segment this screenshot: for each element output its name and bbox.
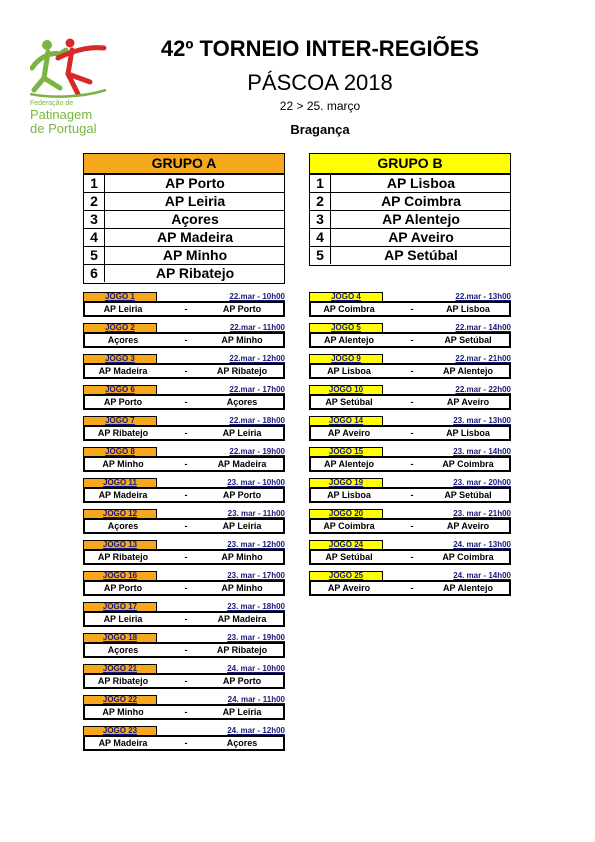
separator: - [184,459,188,469]
home-team: AP Leiria [103,614,143,624]
game-datetime: 22.mar - 11h00 [229,323,285,332]
org-line-3: de Portugal [30,121,97,136]
game-card [309,354,511,376]
group-b-table [309,153,511,266]
team-name: AP Minho [162,247,228,263]
game-matchup [83,363,285,379]
team-rank: 3 [84,211,105,228]
separator: - [184,304,188,314]
team-row [84,175,284,192]
game-matchup [83,704,285,720]
game-card [83,292,285,314]
separator: - [184,552,188,562]
group-header: GRUPO B [310,154,510,175]
separator: - [410,335,414,345]
game-card [83,633,285,655]
game-datetime: 24. mar - 12h00 [227,726,285,735]
game-label: JOGO 11 [83,478,157,487]
team-row [84,210,284,228]
game-card [309,416,511,438]
game-card [83,664,285,686]
team-row [84,228,284,246]
event-city: Bragança [290,122,350,137]
game-datetime: 23. mar - 19h00 [227,633,285,642]
away-team: AP Aveiro [446,397,490,407]
game-card [83,571,285,593]
group-header: GRUPO A [84,154,284,175]
team-name: AP Leiria [164,193,226,209]
home-team: AP Coimbra [323,304,375,314]
game-datetime: 23. mar - 20h00 [453,478,511,487]
game-card [309,571,511,593]
event-dates: 22 > 25. março [279,99,361,113]
game-datetime: 23. mar - 12h00 [227,540,285,549]
away-team: AP Aveiro [446,521,490,531]
away-team: AP Porto [222,676,262,686]
game-matchup [83,580,285,596]
game-matchup [83,456,285,472]
game-matchup [83,425,285,441]
separator: - [410,583,414,593]
game-label: JOGO 24 [309,540,383,549]
separator: - [184,397,188,407]
page-title: 42º TORNEIO INTER-REGIÕES [160,36,480,61]
team-name: AP Coimbra [381,193,461,209]
separator: - [410,490,414,500]
team-rank: 4 [310,229,331,246]
away-team: Açores [226,738,258,748]
home-team: AP Minho [102,459,144,469]
team-row [310,210,510,228]
game-label: JOGO 14 [309,416,383,425]
game-datetime: 22.mar - 10h00 [229,292,285,301]
game-card [83,416,285,438]
away-team: AP Lisboa [446,428,490,438]
game-label: JOGO 1 [83,292,157,301]
away-team: AP Coimbra [442,552,494,562]
home-team: AP Porto [103,397,143,407]
game-matchup [83,735,285,751]
game-matchup [309,580,511,596]
away-team: AP Minho [221,552,263,562]
team-row [84,192,284,210]
away-team: Açores [226,397,258,407]
org-line-1: Federação de [30,100,74,107]
game-label: JOGO 6 [83,385,157,394]
separator: - [184,521,188,531]
game-matchup [309,518,511,534]
home-team: AP Madeira [98,738,148,748]
home-team: Açores [107,645,139,655]
home-team: AP Setúbal [325,552,373,562]
team-name: Açores [171,211,219,227]
away-team: AP Lisboa [446,304,490,314]
game-card [83,385,285,407]
org-name [30,100,97,135]
game-card [83,509,285,531]
team-rank: 4 [84,229,105,246]
team-row [84,246,284,264]
home-team: Açores [107,521,139,531]
away-team: AP Alentejo [442,366,493,376]
team-rank: 2 [310,193,331,210]
game-datetime: 22.mar - 14h00 [455,323,511,332]
separator: - [410,366,414,376]
game-card [83,695,285,717]
game-datetime: 24. mar - 10h00 [227,664,285,673]
separator: - [410,304,414,314]
team-row [310,228,510,246]
game-card [83,323,285,345]
away-team: AP Madeira [217,459,267,469]
game-card [309,292,511,314]
group-a-table [83,153,285,284]
team-row [310,175,510,192]
game-card [309,478,511,500]
away-team: AP Alentejo [442,583,493,593]
away-team: AP Porto [222,490,262,500]
game-label: JOGO 8 [83,447,157,456]
game-datetime: 24. mar - 14h00 [453,571,511,580]
home-team: AP Aveiro [327,583,371,593]
team-name: AP Setúbal [384,247,458,263]
team-name: AP Lisboa [386,175,456,191]
away-team: AP Porto [222,304,262,314]
team-name: AP Alentejo [382,211,460,227]
game-label: JOGO 5 [309,323,383,332]
team-name: AP Porto [165,175,225,191]
away-team: AP Madeira [217,614,267,624]
game-datetime: 24. mar - 13h00 [453,540,511,549]
home-team: AP Lisboa [327,366,371,376]
separator: - [184,583,188,593]
team-rank: 2 [84,193,105,210]
home-team: AP Ribatejo [97,428,149,438]
team-name: AP Aveiro [388,229,454,245]
game-label: JOGO 22 [83,695,157,704]
game-datetime: 22.mar - 13h00 [455,292,511,301]
separator: - [410,552,414,562]
away-team: AP Leiria [222,707,262,717]
game-matchup [309,456,511,472]
game-datetime: 22.mar - 22h00 [455,385,511,394]
team-rank: 6 [84,265,105,282]
game-label: JOGO 25 [309,571,383,580]
game-matchup [83,549,285,565]
game-label: JOGO 12 [83,509,157,518]
team-rank: 3 [310,211,331,228]
game-datetime: 23. mar - 17h00 [227,571,285,580]
home-team: AP Alentejo [323,335,374,345]
game-card [83,602,285,624]
game-matchup [309,425,511,441]
game-label: JOGO 17 [83,602,157,611]
separator: - [184,614,188,624]
team-name: AP Madeira [157,229,233,245]
game-label: JOGO 10 [309,385,383,394]
game-datetime: 23. mar - 10h00 [227,478,285,487]
game-datetime: 23. mar - 11h00 [227,509,285,518]
home-team: AP Lisboa [327,490,371,500]
game-label: JOGO 18 [83,633,157,642]
game-matchup [309,549,511,565]
home-team: AP Setúbal [325,397,373,407]
game-label: JOGO 15 [309,447,383,456]
game-card [309,385,511,407]
away-team: AP Leiria [222,521,262,531]
away-team: AP Setúbal [444,335,492,345]
home-team: AP Madeira [98,366,148,376]
separator: - [184,428,188,438]
game-card [309,323,511,345]
home-team: AP Ribatejo [97,552,149,562]
game-matchup [309,301,511,317]
separator: - [184,707,188,717]
team-rank: 5 [310,247,331,264]
away-team: AP Setúbal [444,490,492,500]
game-matchup [83,394,285,410]
separator: - [410,428,414,438]
home-team: AP Ribatejo [97,676,149,686]
team-rank: 1 [84,175,105,192]
team-rank: 1 [310,175,331,192]
game-label: JOGO 3 [83,354,157,363]
game-datetime: 22.mar - 18h00 [229,416,285,425]
separator: - [184,645,188,655]
game-label: JOGO 13 [83,540,157,549]
game-matchup [83,487,285,503]
away-team: AP Minho [221,583,263,593]
game-matchup [83,673,285,689]
separator: - [410,521,414,531]
away-team: AP Ribatejo [216,645,268,655]
game-card [83,726,285,748]
team-name: AP Ribatejo [155,265,235,281]
team-row [310,192,510,210]
game-card [83,540,285,562]
game-label: JOGO 4 [309,292,383,301]
separator: - [410,397,414,407]
game-label: JOGO 19 [309,478,383,487]
home-team: AP Porto [103,583,143,593]
game-datetime: 23. mar - 21h00 [453,509,511,518]
game-datetime: 24. mar - 11h00 [227,695,285,704]
game-datetime: 22.mar - 17h00 [229,385,285,394]
separator: - [184,335,188,345]
skater-logo-icon [30,38,108,98]
game-label: JOGO 2 [83,323,157,332]
game-label: JOGO 16 [83,571,157,580]
game-label: JOGO 23 [83,726,157,735]
game-datetime: 23. mar - 13h00 [453,416,511,425]
game-card [83,478,285,500]
separator: - [184,676,188,686]
home-team: AP Alentejo [323,459,374,469]
team-rank: 5 [84,247,105,264]
game-label: JOGO 21 [83,664,157,673]
game-datetime: 23. mar - 18h00 [227,602,285,611]
game-card [83,354,285,376]
away-team: AP Coimbra [442,459,494,469]
home-team: AP Aveiro [327,428,371,438]
game-matchup [309,394,511,410]
home-team: AP Madeira [98,490,148,500]
game-card [309,447,511,469]
game-matchup [83,642,285,658]
game-matchup [309,332,511,348]
team-row [84,264,284,282]
team-row [310,246,510,264]
game-label: JOGO 7 [83,416,157,425]
game-card [83,447,285,469]
game-matchup [83,301,285,317]
game-label: JOGO 9 [309,354,383,363]
game-matchup [309,363,511,379]
game-matchup [83,611,285,627]
game-datetime: 22.mar - 12h00 [229,354,285,363]
away-team: AP Minho [221,335,263,345]
game-card [309,509,511,531]
separator: - [184,490,188,500]
home-team: AP Leiria [103,304,143,314]
home-team: AP Minho [102,707,144,717]
org-line-2: Patinagem [30,107,93,122]
separator: - [184,366,188,376]
game-matchup [309,487,511,503]
game-datetime: 22.mar - 19h00 [229,447,285,456]
away-team: AP Leiria [222,428,262,438]
game-datetime: 22.mar - 21h00 [455,354,511,363]
federation-logo [28,38,112,138]
home-team: AP Coimbra [323,521,375,531]
separator: - [184,738,188,748]
separator: - [410,459,414,469]
game-matchup [83,332,285,348]
page-subtitle: PÁSCOA 2018 [247,70,393,95]
game-card [309,540,511,562]
away-team: AP Ribatejo [216,366,268,376]
game-matchup [83,518,285,534]
game-datetime: 23. mar - 14h00 [453,447,511,456]
game-label: JOGO 20 [309,509,383,518]
home-team: Açores [107,335,139,345]
